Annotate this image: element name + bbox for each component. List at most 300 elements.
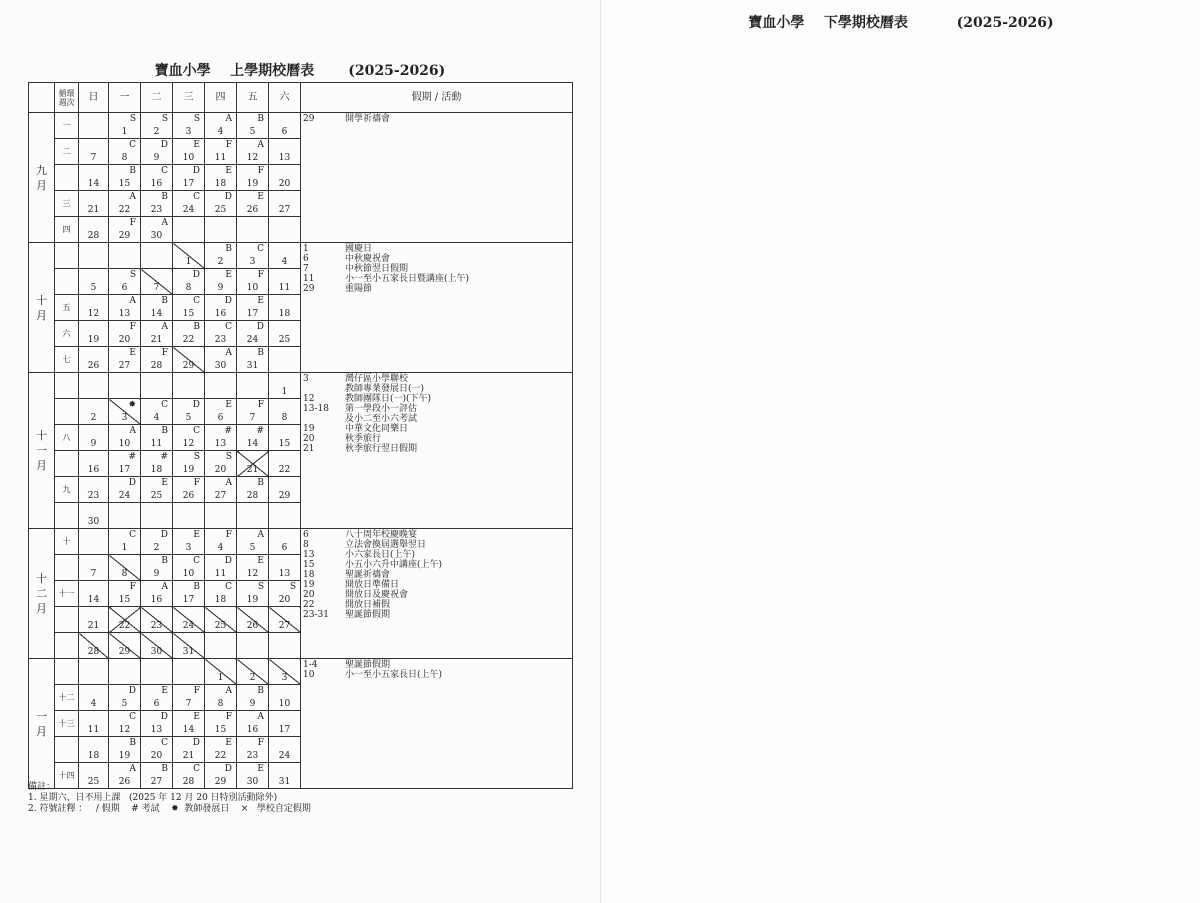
day-cell <box>109 321 141 347</box>
event-date: 1 <box>303 244 309 254</box>
cycle-week: 十一 <box>55 581 79 607</box>
cycle-week: 十四 <box>55 763 79 789</box>
day-cell <box>269 373 301 399</box>
day-number: 14 <box>150 309 163 319</box>
day-cell <box>173 607 205 633</box>
day-cell <box>109 633 141 659</box>
day-mark: D <box>192 166 200 176</box>
event-item <box>303 394 570 404</box>
day-number: 14 <box>87 179 100 189</box>
day-cell <box>141 659 173 685</box>
event-text: 中秋節翌日假期 <box>345 264 409 274</box>
day-number: 9 <box>217 283 224 293</box>
day-cell <box>173 451 205 477</box>
day-cell <box>109 347 141 373</box>
day-cell <box>205 503 237 529</box>
day-mark: B <box>193 322 200 332</box>
day-mark: E <box>225 166 232 176</box>
event-item <box>303 530 570 540</box>
day-number: 16 <box>87 465 100 475</box>
day-number: 29 <box>214 777 227 787</box>
day-number: 12 <box>246 569 259 579</box>
day-mark: S <box>193 452 200 462</box>
day-number: 2 <box>153 543 160 553</box>
day-number: 3 <box>121 413 128 423</box>
day-cell <box>237 451 269 477</box>
day-cell <box>205 191 237 217</box>
day-cell <box>141 503 173 529</box>
cycle-week: 九 <box>55 477 79 503</box>
day-number: 20 <box>118 335 131 345</box>
day-mark: A <box>129 192 136 202</box>
day-cell <box>237 295 269 321</box>
day-cell <box>79 399 109 425</box>
day-number: 3 <box>281 673 288 683</box>
day-cell <box>173 659 205 685</box>
column-header: 六 <box>269 83 301 113</box>
day-number: 23 <box>87 491 100 501</box>
day-mark: C <box>129 530 136 540</box>
month-label: 九 月 <box>29 113 55 243</box>
day-cell <box>141 711 173 737</box>
day-number: 26 <box>87 361 100 371</box>
day-number: 14 <box>182 725 195 735</box>
day-cell <box>269 581 301 607</box>
day-number: 26 <box>246 621 259 631</box>
cycle-week <box>55 269 79 295</box>
day-mark: D <box>256 322 264 332</box>
day-mark: ✸ <box>128 400 136 410</box>
column-header: 日 <box>79 83 109 113</box>
day-cell <box>205 269 237 295</box>
day-number: 29 <box>182 361 195 371</box>
cycle-week <box>55 659 79 685</box>
day-number: 4 <box>90 699 97 709</box>
event-item <box>303 610 570 620</box>
note-line: 2. 符號註釋 ： / 假期 # 考試 ✸ 教師發展日 × 學校自定假期 <box>28 804 311 814</box>
day-mark: A <box>257 530 264 540</box>
day-number: 23 <box>150 621 163 631</box>
day-mark: D <box>128 478 136 488</box>
day-number: 16 <box>246 725 259 735</box>
day-cell <box>269 347 301 373</box>
day-cell <box>269 633 301 659</box>
day-cell <box>173 217 205 243</box>
day-cell <box>109 165 141 191</box>
day-number: 14 <box>246 439 259 449</box>
event-text: 教師團隊日(一)(下午) <box>345 394 432 404</box>
day-mark: B <box>161 296 168 306</box>
week-row <box>29 243 573 269</box>
cycle-week <box>55 607 79 633</box>
cycle-week: 七 <box>55 347 79 373</box>
day-cell <box>269 737 301 763</box>
day-mark: E <box>225 400 232 410</box>
day-cell <box>79 243 109 269</box>
day-cell <box>205 555 237 581</box>
day-cell <box>109 529 141 555</box>
day-cell <box>237 555 269 581</box>
day-mark: F <box>161 348 168 358</box>
day-mark: A <box>225 686 232 696</box>
day-cell <box>173 191 205 217</box>
day-number: 5 <box>90 283 97 293</box>
day-number: 1 <box>185 257 192 267</box>
day-mark: S <box>193 114 200 124</box>
day-number: 7 <box>153 283 160 293</box>
day-number: 5 <box>249 543 256 553</box>
day-cell <box>141 399 173 425</box>
day-number: 15 <box>214 725 227 735</box>
day-number: 6 <box>153 699 160 709</box>
cycle-week <box>55 503 79 529</box>
day-mark: F <box>129 322 136 332</box>
event-item <box>303 404 570 414</box>
day-mark: A <box>161 322 168 332</box>
day-mark: S <box>289 582 296 592</box>
day-number: 17 <box>118 465 131 475</box>
day-number: 3 <box>249 257 256 267</box>
event-text: 聖誕節假期 <box>345 610 391 620</box>
month-events <box>301 243 573 373</box>
day-cell <box>237 347 269 373</box>
cycle-week: 一 <box>55 113 79 139</box>
day-mark: B <box>257 478 264 488</box>
day-cell <box>109 269 141 295</box>
day-mark: S <box>129 114 136 124</box>
day-cell <box>269 711 301 737</box>
day-number: 22 <box>278 465 291 475</box>
event-text: 秋季旅行 <box>345 434 382 444</box>
day-number: 3 <box>185 543 192 553</box>
event-date <box>303 384 345 394</box>
day-mark: F <box>225 530 232 540</box>
event-text: 灣仔區小學聯校 <box>345 374 409 384</box>
day-cell <box>109 451 141 477</box>
day-cell <box>109 295 141 321</box>
day-cell <box>173 711 205 737</box>
column-header: 循環週次 <box>55 83 79 113</box>
month-label: 十 一 月 <box>29 373 55 529</box>
event-text: 重陽節 <box>345 284 373 294</box>
day-cell <box>79 113 109 139</box>
day-number: 27 <box>278 621 291 631</box>
cycle-week <box>55 555 79 581</box>
event-item <box>303 600 570 610</box>
month-events <box>301 529 573 659</box>
week-row <box>29 113 573 139</box>
day-cell <box>205 737 237 763</box>
day-number: 16 <box>214 309 227 319</box>
day-mark: E <box>129 348 136 358</box>
cycle-week <box>55 451 79 477</box>
day-mark: F <box>257 270 264 280</box>
day-mark: A <box>129 426 136 436</box>
day-mark: E <box>193 140 200 150</box>
event-item <box>303 114 570 124</box>
day-number: 28 <box>87 647 100 657</box>
day-number: 17 <box>182 179 195 189</box>
day-cell <box>269 139 301 165</box>
day-number: 25 <box>214 205 227 215</box>
first-semester-calendar <box>28 82 573 789</box>
day-number: 28 <box>150 361 163 371</box>
day-number: 2 <box>249 673 256 683</box>
day-mark: S <box>129 270 136 280</box>
day-number: 8 <box>121 569 128 579</box>
event-date: 6 <box>303 254 309 264</box>
day-number: 18 <box>150 465 163 475</box>
day-cell <box>79 737 109 763</box>
day-number: 7 <box>90 569 97 579</box>
day-mark: F <box>193 478 200 488</box>
day-cell <box>269 529 301 555</box>
day-number: 19 <box>246 595 259 605</box>
day-mark: B <box>129 166 136 176</box>
day-cell <box>237 217 269 243</box>
week-row <box>29 373 573 399</box>
column-header: 五 <box>237 83 269 113</box>
day-mark: S <box>225 452 232 462</box>
day-cell <box>173 269 205 295</box>
day-cell <box>141 321 173 347</box>
event-date: 11 <box>303 274 315 284</box>
day-mark: D <box>192 270 200 280</box>
cycle-week: 五 <box>55 295 79 321</box>
day-number: 20 <box>214 465 227 475</box>
cycle-week: 六 <box>55 321 79 347</box>
day-mark: S <box>257 582 264 592</box>
day-cell <box>173 737 205 763</box>
day-cell <box>141 139 173 165</box>
cycle-week <box>55 165 79 191</box>
cycle-week <box>55 737 79 763</box>
day-cell <box>237 659 269 685</box>
day-number: 15 <box>278 439 291 449</box>
day-cell <box>79 633 109 659</box>
day-cell <box>269 477 301 503</box>
day-mark: F <box>129 582 136 592</box>
day-number: 27 <box>150 777 163 787</box>
event-item <box>303 670 570 680</box>
day-number: 10 <box>182 569 195 579</box>
day-cell <box>141 295 173 321</box>
day-number: 23 <box>214 335 227 345</box>
event-item <box>303 550 570 560</box>
day-number: 13 <box>278 569 291 579</box>
day-number: 12 <box>87 309 100 319</box>
day-cell <box>79 529 109 555</box>
day-cell <box>109 607 141 633</box>
day-number: 18 <box>214 179 227 189</box>
day-number: 11 <box>278 283 291 293</box>
day-cell <box>79 269 109 295</box>
cycle-week <box>55 633 79 659</box>
day-cell <box>173 581 205 607</box>
day-mark: C <box>129 140 136 150</box>
day-cell <box>141 451 173 477</box>
cycle-week: 三 <box>55 191 79 217</box>
day-cell <box>109 737 141 763</box>
day-mark: C <box>193 426 200 436</box>
day-mark: B <box>161 192 168 202</box>
day-cell <box>79 165 109 191</box>
day-number: 28 <box>87 231 100 241</box>
day-cell <box>205 607 237 633</box>
month-header-blank <box>29 83 55 113</box>
day-cell <box>109 425 141 451</box>
event-date: 13 <box>303 550 315 560</box>
day-cell <box>237 711 269 737</box>
day-number: 17 <box>182 595 195 605</box>
day-cell <box>109 191 141 217</box>
day-cell <box>237 503 269 529</box>
day-mark: D <box>224 192 232 202</box>
month-events <box>301 113 573 243</box>
day-number: 15 <box>118 179 131 189</box>
second-semester-title: 寶血小學 下學期校曆表 (2025-2026) <box>748 15 1054 31</box>
day-cell <box>79 555 109 581</box>
day-mark: C <box>161 738 168 748</box>
first-semester-title: 寶血小學 上學期校曆表 (2025-2026) <box>154 63 446 79</box>
day-number: 8 <box>217 699 224 709</box>
day-mark: A <box>257 712 264 722</box>
day-number: 24 <box>182 621 195 631</box>
day-mark: C <box>225 582 232 592</box>
day-cell <box>269 113 301 139</box>
day-cell <box>79 191 109 217</box>
event-text: 開放日準備日 <box>345 580 400 590</box>
day-mark: E <box>257 296 264 306</box>
day-cell <box>141 165 173 191</box>
day-number: 23 <box>150 205 163 215</box>
day-cell <box>269 243 301 269</box>
day-number: 21 <box>150 335 163 345</box>
day-cell <box>237 633 269 659</box>
day-mark: # <box>224 426 232 436</box>
day-cell <box>237 425 269 451</box>
event-item <box>303 590 570 600</box>
day-cell <box>109 477 141 503</box>
day-cell <box>269 451 301 477</box>
note-line: 備註： <box>28 782 56 792</box>
day-cell <box>173 373 205 399</box>
day-number: 29 <box>118 647 131 657</box>
day-number: 2 <box>217 257 224 267</box>
cycle-week: 十二 <box>55 685 79 711</box>
day-number: 27 <box>118 361 131 371</box>
day-number: 12 <box>246 153 259 163</box>
day-number: 19 <box>118 751 131 761</box>
day-number: 19 <box>87 335 100 345</box>
day-mark: A <box>225 114 232 124</box>
day-number: 22 <box>182 335 195 345</box>
day-mark: F <box>257 400 264 410</box>
event-date: 7 <box>303 264 309 274</box>
day-cell <box>109 113 141 139</box>
day-number: 30 <box>150 231 163 241</box>
event-text: 國慶日 <box>345 244 373 254</box>
note-line: 1. 星期六、日不用上課 (2025 年 12 月 20 日特別活動除外) <box>28 793 278 803</box>
day-mark: D <box>160 140 168 150</box>
day-cell <box>173 477 205 503</box>
day-number: 3 <box>185 127 192 137</box>
event-item <box>303 264 570 274</box>
column-header: 四 <box>205 83 237 113</box>
day-number: 26 <box>182 491 195 501</box>
day-number: 10 <box>182 153 195 163</box>
day-cell <box>237 191 269 217</box>
day-number: 11 <box>214 569 227 579</box>
event-item <box>303 244 570 254</box>
day-cell <box>141 477 173 503</box>
event-text: 聖誕祈禱會 <box>345 570 391 580</box>
day-number: 24 <box>246 335 259 345</box>
event-date: 19 <box>303 580 315 590</box>
day-cell <box>79 503 109 529</box>
day-cell <box>141 685 173 711</box>
day-cell <box>79 451 109 477</box>
day-cell <box>173 425 205 451</box>
event-date: 18 <box>303 570 315 580</box>
day-mark: F <box>129 218 136 228</box>
day-cell <box>205 581 237 607</box>
event-text: 中華文化同樂日 <box>345 424 409 434</box>
day-cell <box>141 347 173 373</box>
day-number: 31 <box>246 361 259 371</box>
day-mark: B <box>161 426 168 436</box>
day-cell <box>205 659 237 685</box>
event-item <box>303 540 570 550</box>
event-text: 開放日及慶祝會 <box>345 590 409 600</box>
day-mark: B <box>161 556 168 566</box>
day-cell <box>237 607 269 633</box>
day-cell <box>205 113 237 139</box>
day-cell <box>79 425 109 451</box>
day-cell <box>205 347 237 373</box>
event-item <box>303 444 570 454</box>
day-mark: D <box>224 556 232 566</box>
cycle-week: 四 <box>55 217 79 243</box>
day-number: 8 <box>281 413 288 423</box>
event-item <box>303 424 570 434</box>
day-number: 1 <box>121 543 128 553</box>
day-cell <box>237 373 269 399</box>
day-mark: D <box>128 686 136 696</box>
day-mark: B <box>193 582 200 592</box>
day-cell <box>205 633 237 659</box>
day-mark: C <box>257 244 264 254</box>
event-date: 19 <box>303 424 315 434</box>
day-mark: D <box>224 764 232 774</box>
event-date: 6 <box>303 530 309 540</box>
day-mark: A <box>257 140 264 150</box>
event-text: 第一學段小一評估 <box>345 404 418 414</box>
day-mark: C <box>193 192 200 202</box>
day-mark: F <box>225 140 232 150</box>
event-date: 29 <box>303 284 315 294</box>
day-number: 15 <box>182 309 195 319</box>
day-number: 25 <box>214 621 227 631</box>
event-text: 秋季旅行翌日假期 <box>345 444 418 454</box>
day-cell <box>141 555 173 581</box>
event-text: 小一至小五家長日暨講座(上午) <box>345 274 470 284</box>
day-number: 19 <box>246 179 259 189</box>
day-mark: E <box>225 738 232 748</box>
event-text: 開放日補假 <box>345 600 391 610</box>
day-cell <box>79 321 109 347</box>
day-number: 11 <box>87 725 100 735</box>
